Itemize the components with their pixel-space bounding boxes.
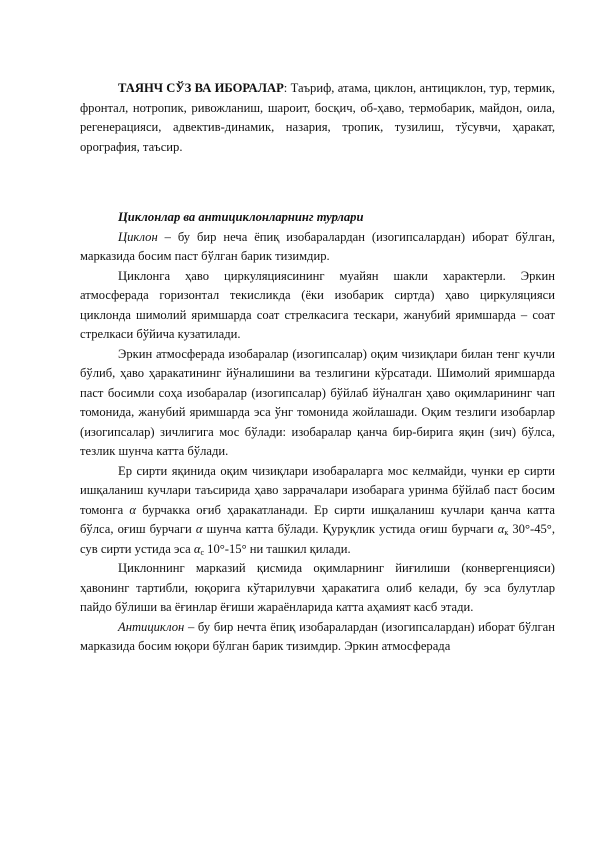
- keywords-block: [80, 79, 555, 157]
- keywords-label: ТАЯНЧ СЎЗ ВА ИБОРАЛАР: [118, 81, 284, 95]
- subscript-water: с: [200, 547, 205, 557]
- alpha-symbol: α: [129, 502, 137, 517]
- term-anticyclone: Антициклон: [118, 619, 185, 634]
- paragraph-anticyclone-definition: [80, 618, 555, 657]
- alpha-symbol: α: [497, 522, 505, 536]
- paragraph-cyclone-definition: [80, 228, 555, 267]
- paragraph-text: – бу бир неча ёпиқ изобаралардан (изогипсалардан) иборат бўлган, марказида босим паст бўлган барик тизимдир.: [80, 229, 555, 263]
- keywords-list: : Таъриф, атама, циклон, антициклон, тур, термик, фронтал, нотропик, ривожланиш, шароит, босқич, об-ҳаво, термобарик, майдон, оила, регенерацияси, адвектив-динамик, назария, тропик, тузилиш, тўсувчи, ҳаракат, орография, таъсир.: [80, 81, 556, 154]
- paragraph-text: шунча катта бўлади. Қуруқлик устида оғиш бурчаги: [202, 522, 498, 536]
- paragraph-text: 30°-45°, сув сирти устида эса: [80, 522, 555, 556]
- section-body: [80, 208, 555, 657]
- paragraph-circulation: Циклонга ҳаво циркуляциясининг муайян шакли характерли. Эркин атмосферада горизонтал текисликда (ёки изобарик сиртда) ҳаво циркуляцияси циклонда шимолий яримшарда соат стрелкасига тескари, жанубий яримшарда – соат стрелкаси бўйича кузатилади.: [80, 268, 555, 341]
- section-heading: Циклонлар ва антициклонларнинг турлари: [118, 210, 364, 224]
- term-cyclone: Циклон: [118, 229, 158, 244]
- paragraph-text: – бу бир нечта ёпиқ изобаралардан (изогипсалардан) иборат бўлган марказида босим юқори бўлган барик тизимдир. Эркин атмосферада: [80, 619, 555, 653]
- paragraph-convergence: Циклоннинг марказий қисмида оқимларнинг йиғилиши (конвергенцияси) ҳавонинг тартибли, юқорига кўтарилувчи ҳаракатига олиб келади, бу эса булутлар пайдо бўлиши ва ёғинлар ёғиши жараёнларида катта аҳамият касб этади.: [80, 561, 555, 614]
- paragraph-isobars: Эркин атмосферада изобаралар (изогипсалар) оқим чизиқлари билан тенг кучли бўлиб, ҳаво ҳаракатининг йўналишини ва тезлигини кўрсатади. Шимолий яримшарда паст босимли соҳа изобаралар (изогипсалар) бўйлаб йўналган ҳаво оқимларининг чап томонида, жанубий яримшарда эса ўнг томонида жойлашади. Оқим тезлиги изобарлар (изогипсалар) зичлигига мос бўлади: изобаралар қанча бир-бирига яқин (зич) бўлса, тезлик шунча катта бўлади.: [80, 346, 555, 458]
- paragraph-text: бурчакка оғиб ҳаракатланади. Ер сирти ишқаланиш кучлари қанча катта бўлса, оғиш бурчаги: [80, 502, 555, 536]
- paragraph-text: Ер сирти яқинида оқим чизиқлари изобараларга мос келмайди, чунки ер сирти ишқаланиш кучлари таъсирида ҳаво заррачалари изобарага уринма бўйлаб паст босим томонга: [80, 463, 555, 517]
- alpha-symbol: α: [193, 541, 201, 556]
- alpha-symbol: α: [195, 522, 203, 536]
- subscript-land: к: [504, 528, 509, 537]
- keywords-paragraph: [80, 79, 555, 157]
- paragraph-text: 10°-15° ни ташкил қилади.: [204, 541, 351, 556]
- paragraph-friction: [80, 462, 555, 560]
